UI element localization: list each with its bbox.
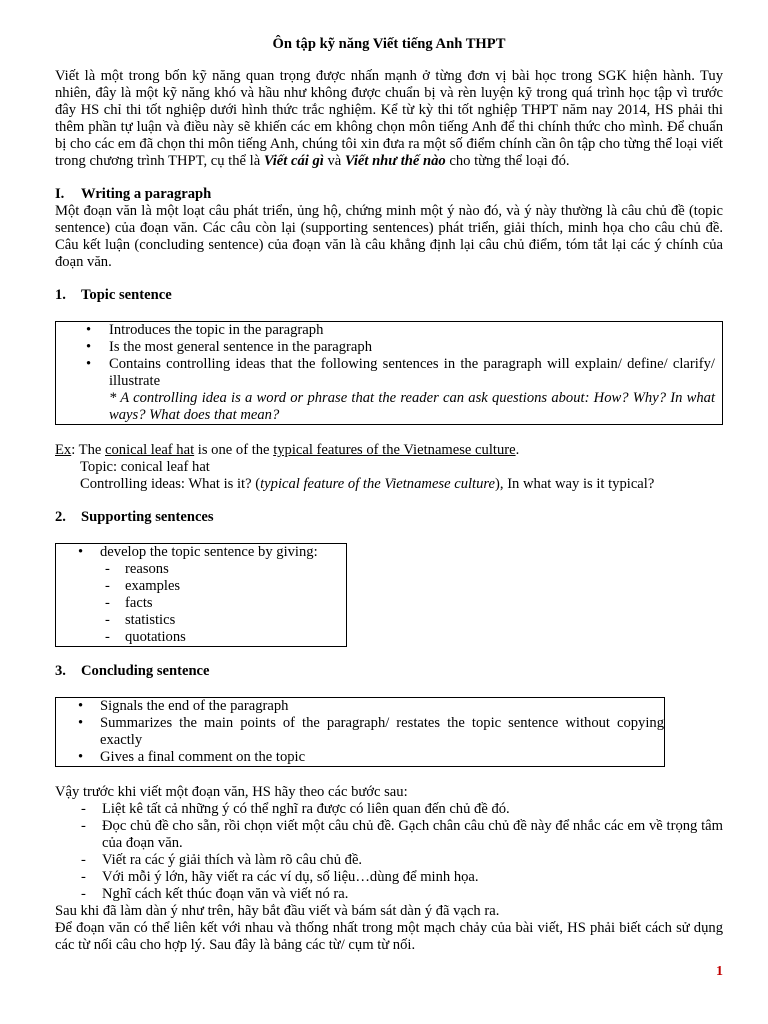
after-outline: Sau khi đã làm dàn ý như trên, hãy bắt đầu viết và bám sát dàn ý đã vạch ra.: [55, 903, 500, 919]
topic-item: [56, 339, 715, 356]
supporting-item-text: quotations: [125, 629, 186, 645]
supporting-title: Supporting sentences: [81, 509, 214, 525]
intro-emphasis-how: Viết như thế nào: [344, 153, 446, 169]
page-number: 1: [716, 964, 723, 979]
supporting-lead: [56, 544, 346, 561]
ctrl-text: ), In what way is it typical?: [495, 476, 655, 492]
supporting-item-text: reasons: [125, 561, 169, 577]
example-text: is one of the: [194, 442, 274, 458]
supporting-item-text: statistics: [125, 612, 176, 628]
dash-icon: -: [105, 578, 110, 594]
topic-item-text: Contains controlling ideas that the following sentences in the paragraph will explain/ define/ clarify/ illustrate: [109, 356, 715, 389]
document-page: [55, 30, 723, 954]
example-label: Ex: [55, 442, 72, 458]
steps-list: [55, 801, 723, 903]
supporting-item: [56, 629, 346, 646]
concluding-item-text: Gives a final comment on the topic: [100, 749, 306, 765]
example-topic: Topic: conical leaf hat: [80, 459, 210, 475]
section-body: Một đoạn văn là một loạt câu phát triển, ủng hộ, chứng minh một ý nào đó, và ý này thường là câu chủ đề (topic sentence) của đoạn văn. Các câu còn lại (supporting sentences) phát triển, giải thích, minh họa cho câu chủ đề. Câu kết luận (concluding sentence) của đoạn văn là câu khẳng định lại câu chủ điểm, tóm tắt lại các ý chính của đoạn văn.: [55, 203, 723, 270]
example-topic-underline: conical leaf hat: [105, 442, 195, 458]
concluding-item: [56, 715, 664, 749]
supporting-number: 2.: [55, 509, 66, 525]
steps-lead: Vậy trước khi viết một đoạn văn, HS hãy theo các bước sau:: [55, 784, 408, 800]
step-item: [55, 801, 723, 818]
dash-icon: -: [81, 869, 86, 885]
concluding-item: [56, 698, 664, 715]
step-item: [55, 852, 723, 869]
dash-icon: -: [105, 612, 110, 628]
topic-item-text: Introduces the topic in the paragraph: [109, 322, 324, 338]
step-item: [55, 818, 723, 852]
ctrl-emphasis: typical feature of the Vietnamese culture: [260, 476, 496, 492]
intro-and: và: [323, 153, 345, 169]
supporting-item-text: facts: [125, 595, 153, 611]
document-title: Ôn tập kỹ năng Viết tiếng Anh THPT: [272, 36, 506, 52]
section-title: Writing a paragraph: [81, 186, 212, 202]
example-sentence: [55, 442, 723, 459]
ctrl-text: Controlling ideas: What is it? (: [80, 476, 261, 492]
step-text: Đọc chủ đề cho sẵn, rồi chọn viết một câu chủ đề. Gạch chân câu chủ đề này để nhắc các em về trọng tâm của đoạn văn.: [102, 818, 723, 851]
dash-icon: -: [81, 852, 86, 868]
supporting-item: [56, 578, 346, 595]
concluding-item: [56, 749, 664, 766]
supporting-box: [55, 543, 347, 647]
topic-note: * A controlling idea is a word or phrase that the reader can ask questions about: How? Why? In what ways? What does that mean?: [109, 390, 715, 423]
section-number: I.: [55, 186, 65, 202]
section-heading: [55, 186, 723, 203]
topic-item-text: Is the most general sentence in the paragraph: [109, 339, 372, 355]
step-text: Viết ra các ý giải thích và làm rõ câu chủ đề.: [102, 852, 363, 868]
supporting-lead-text: develop the topic sentence by giving:: [100, 544, 318, 560]
dash-icon: -: [105, 629, 110, 645]
step-item: [55, 869, 723, 886]
concluding-number: 3.: [55, 663, 66, 679]
step-item: [55, 886, 723, 903]
topic-item: [56, 322, 715, 339]
linking-words-intro: Để đoạn văn có thể liên kết với nhau và thống nhất trong một mạch chảy của bài viết, HS phải biết cách sử dụng các từ nối câu cho hợp lý. Sau đây là bảng các từ/ cụm từ nối.: [55, 920, 723, 953]
dash-icon: -: [81, 801, 86, 817]
dash-icon: -: [105, 561, 110, 577]
topic-item: [56, 356, 715, 390]
step-text: Liệt kê tất cả những ý có thể nghĩ ra được có liên quan đến chủ đề đó.: [102, 801, 510, 817]
supporting-item: [56, 561, 346, 578]
concluding-box: [55, 697, 665, 767]
concluding-heading: [55, 663, 723, 680]
example-text: : The: [71, 442, 105, 458]
dash-icon: -: [81, 818, 86, 834]
supporting-item: [56, 612, 346, 629]
concluding-item-text: Signals the end of the paragraph: [100, 698, 289, 714]
bullet-icon: •: [78, 715, 84, 731]
bullet-icon: •: [78, 749, 84, 765]
topic-number: 1.: [55, 287, 66, 303]
intro-paragraph: [55, 68, 723, 170]
dash-icon: -: [105, 595, 110, 611]
topic-heading: [55, 287, 723, 304]
example-controlling: [55, 476, 723, 493]
intro-text: Viết là một trong bốn kỹ năng quan trọng được nhấn mạnh ở từng đơn vị bài học trong SGK hiện hành. Tuy nhiên, đây là một kỹ năng khó và hầu như không được chuẩn bị và rèn luyện kỹ trong quá trình học tập vì trước đây HS chỉ thi tốt nghiệp dưới hình thức trắc nghiệm. Kể từ kỳ thi tốt nghiệp THPT năm nay 2014, HS phải thi thêm phần tự luận và điều này sẽ khiến các em không chọn môn tiếng Anh để thi chính thức cho mình. Để chuẩn bị cho các em đã chọn thi môn tiếng Anh, chúng tôi xin đưa ra một số điểm chính cần ôn tập cho từng thể loại viết trong chương trình THPT, cụ thể là: [55, 68, 723, 169]
bullet-icon: •: [78, 544, 84, 560]
bullet-icon: •: [86, 356, 92, 372]
supporting-heading: [55, 509, 723, 526]
dash-icon: -: [81, 886, 86, 902]
step-text: Nghĩ cách kết thúc đoạn văn và viết nó ra.: [102, 886, 349, 902]
supporting-item-text: examples: [125, 578, 181, 594]
concluding-title: Concluding sentence: [81, 663, 210, 679]
supporting-item: [56, 595, 346, 612]
example-text: .: [515, 442, 520, 458]
topic-box: [55, 321, 723, 425]
bullet-icon: •: [86, 339, 92, 355]
bullet-icon: •: [86, 322, 92, 338]
example-idea-underline: typical features of the Vietnamese culture: [273, 442, 516, 458]
bullet-icon: •: [78, 698, 84, 714]
example-block: [55, 442, 723, 493]
intro-emphasis-what: Viết cái gì: [263, 153, 324, 169]
step-text: Với mỗi ý lớn, hãy viết ra các ví dụ, số liệu…dùng để minh họa.: [102, 869, 479, 885]
intro-text-end: cho từng thể loại đó.: [445, 153, 570, 169]
concluding-item-text: Summarizes the main points of the paragraph/ restates the topic sentence without copying exactly: [100, 715, 664, 748]
topic-title: Topic sentence: [81, 287, 172, 303]
